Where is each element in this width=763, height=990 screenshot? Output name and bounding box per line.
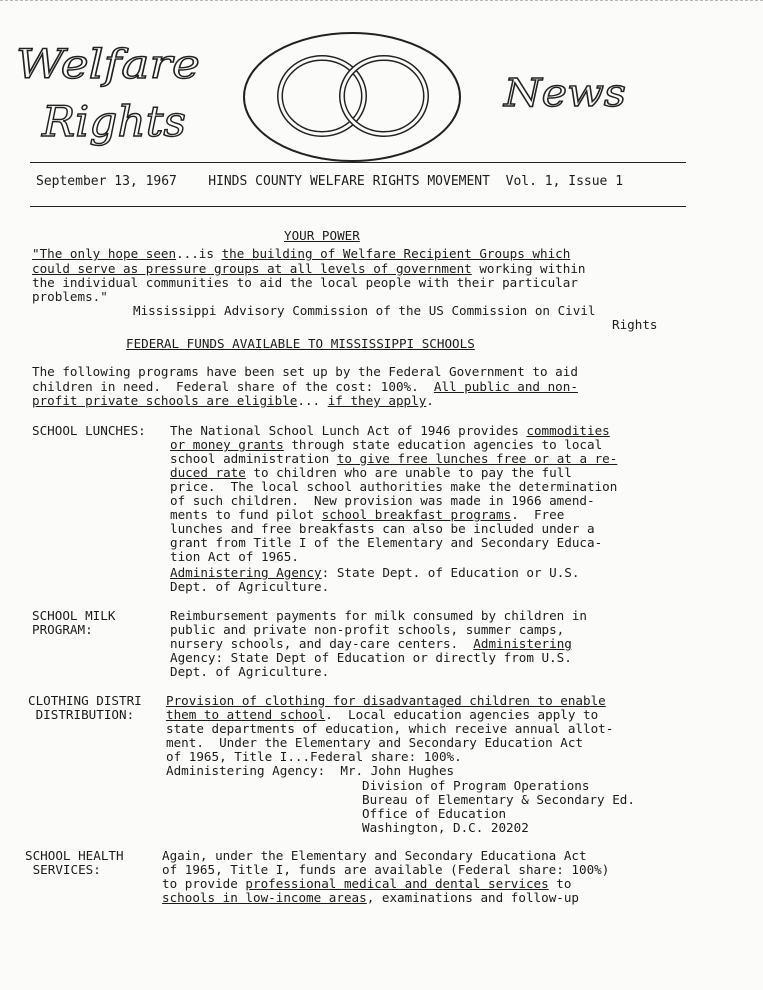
clothing-line-3: state departments of education, which receive annual allot- (166, 721, 614, 736)
health-line-2: of 1965, Title I, funds are available (Federal share: 100%) (162, 862, 610, 877)
health-line-1: Again, under the Elementary and Secondary Educationa Act (162, 848, 587, 863)
dateline (36, 174, 686, 189)
organization-name: HINDS COUNTY WELFARE RIGHTS MOVEMENT (208, 174, 490, 189)
federal-intro-line-1: The following programs have been set up by the Federal Government to aid (32, 364, 578, 379)
lunches-line-3: school administration to give free lunches free or at a re- (170, 451, 618, 466)
milk-line-5: Dept. of Agriculture. (170, 664, 330, 679)
address-line-1: Division of Program Operations (362, 778, 590, 793)
top-border (0, 0, 763, 3)
volume-issue: Vol. 1, Issue 1 (505, 174, 624, 189)
lunches-line-6: of such children. New provision was made in 1966 amend- (170, 493, 595, 508)
lunches-line-9: grant from Title I of the Elementary and Secondary Educa- (170, 535, 603, 550)
lunches-line-8: lunches and free breakfasts can also be included under a (170, 521, 595, 536)
label-school-milk: SCHOOL MILK (32, 608, 116, 623)
masthead-welfare-logotype (14, 38, 204, 90)
masthead-news: News (502, 71, 626, 115)
quote-line-4: problems." (32, 289, 108, 304)
section-heading-your-power: YOUR POWER (284, 228, 360, 243)
health-line-3: to provide professional medical and dental services to (162, 876, 572, 891)
section-heading-federal-funds: FEDERAL FUNDS AVAILABLE TO MISSISSIPPI SCHOOLS (126, 336, 475, 351)
masthead-rights-logotype (40, 92, 200, 150)
masthead-rule-bottom (30, 206, 686, 207)
label-distribution: DISTRIBUTION: (28, 707, 135, 722)
lunches-line-7: ments to fund pilot school breakfast programs. Free (170, 507, 565, 522)
label-program: PROGRAM: (32, 622, 93, 637)
federal-intro-line-3: profit private schools are eligible... if they apply. (32, 393, 434, 408)
interlocking-rings-logo (240, 28, 465, 166)
masthead-welfare: Welfare (16, 42, 200, 88)
label-clothing: CLOTHING DISTRI (28, 693, 142, 708)
address-line-3: Office of Education (362, 806, 507, 821)
milk-line-2: public and private non-profit schools, summer camps, (170, 622, 565, 637)
address-line-2: Bureau of Elementary & Secondary Ed. (362, 792, 635, 807)
clothing-line-6: Administering Agency: Mr. John Hughes (166, 763, 455, 778)
masthead-rights: Rights (40, 97, 186, 146)
masthead-rule-top (30, 162, 686, 163)
clothing-line-1: Provision of clothing for disadvantaged children to enable (166, 693, 606, 708)
milk-line-3: nursery schools, and day-care centers. Administering (170, 636, 572, 651)
masthead-news-logotype (500, 68, 640, 120)
issue-date: September 13, 1967 (36, 174, 177, 189)
health-line-4: schools in low-income areas, examinations and follow-up (162, 890, 580, 905)
clothing-line-5: of 1965, Title I...Federal share: 100%. (166, 749, 462, 764)
label-services: SERVICES: (25, 862, 101, 877)
lunches-line-10: tion Act of 1965. (170, 549, 299, 564)
lunches-line-5: price. The local school authorities make the determination (170, 479, 618, 494)
address-line-4: Washington, D.C. 20202 (362, 820, 529, 835)
federal-intro-line-2: children in need. Federal share of the cost: 100%. All public and non- (32, 379, 578, 394)
quote-line-2: could serve as pressure groups at all levels of government working within (32, 261, 586, 276)
quote-line-1: "The only hope seen...is the building of Welfare Recipient Groups which (32, 246, 571, 261)
quote-attribution-end: Rights (612, 317, 658, 332)
lunches-line-1: The National School Lunch Act of 1946 provides commodities (170, 423, 610, 438)
clothing-line-2: them to attend school. Local education agencies apply to (166, 707, 599, 722)
lunches-line-12: Dept. of Agriculture. (170, 579, 330, 594)
lunches-line-11: Administering Agency: State Dept. of Education or U.S. (170, 565, 580, 580)
lunches-line-4: duced rate to children who are unable to pay the full (170, 465, 572, 480)
lunches-line-2: or money grants through state education agencies to local (170, 437, 603, 452)
clothing-line-4: ment. Under the Elementary and Secondary Education Act (166, 735, 584, 750)
milk-line-1: Reimbursement payments for milk consumed by children in (170, 608, 588, 623)
quote-attribution: Mississippi Advisory Commission of the US Commission on Civil (133, 303, 596, 318)
quote-line-3: the individual communities to aid the local people with their particular (32, 275, 578, 290)
label-school-lunches: SCHOOL LUNCHES: (32, 423, 146, 438)
label-school-health: SCHOOL HEALTH (25, 848, 124, 863)
milk-line-4: Agency: State Dept of Education or directly from U.S. (170, 650, 572, 665)
